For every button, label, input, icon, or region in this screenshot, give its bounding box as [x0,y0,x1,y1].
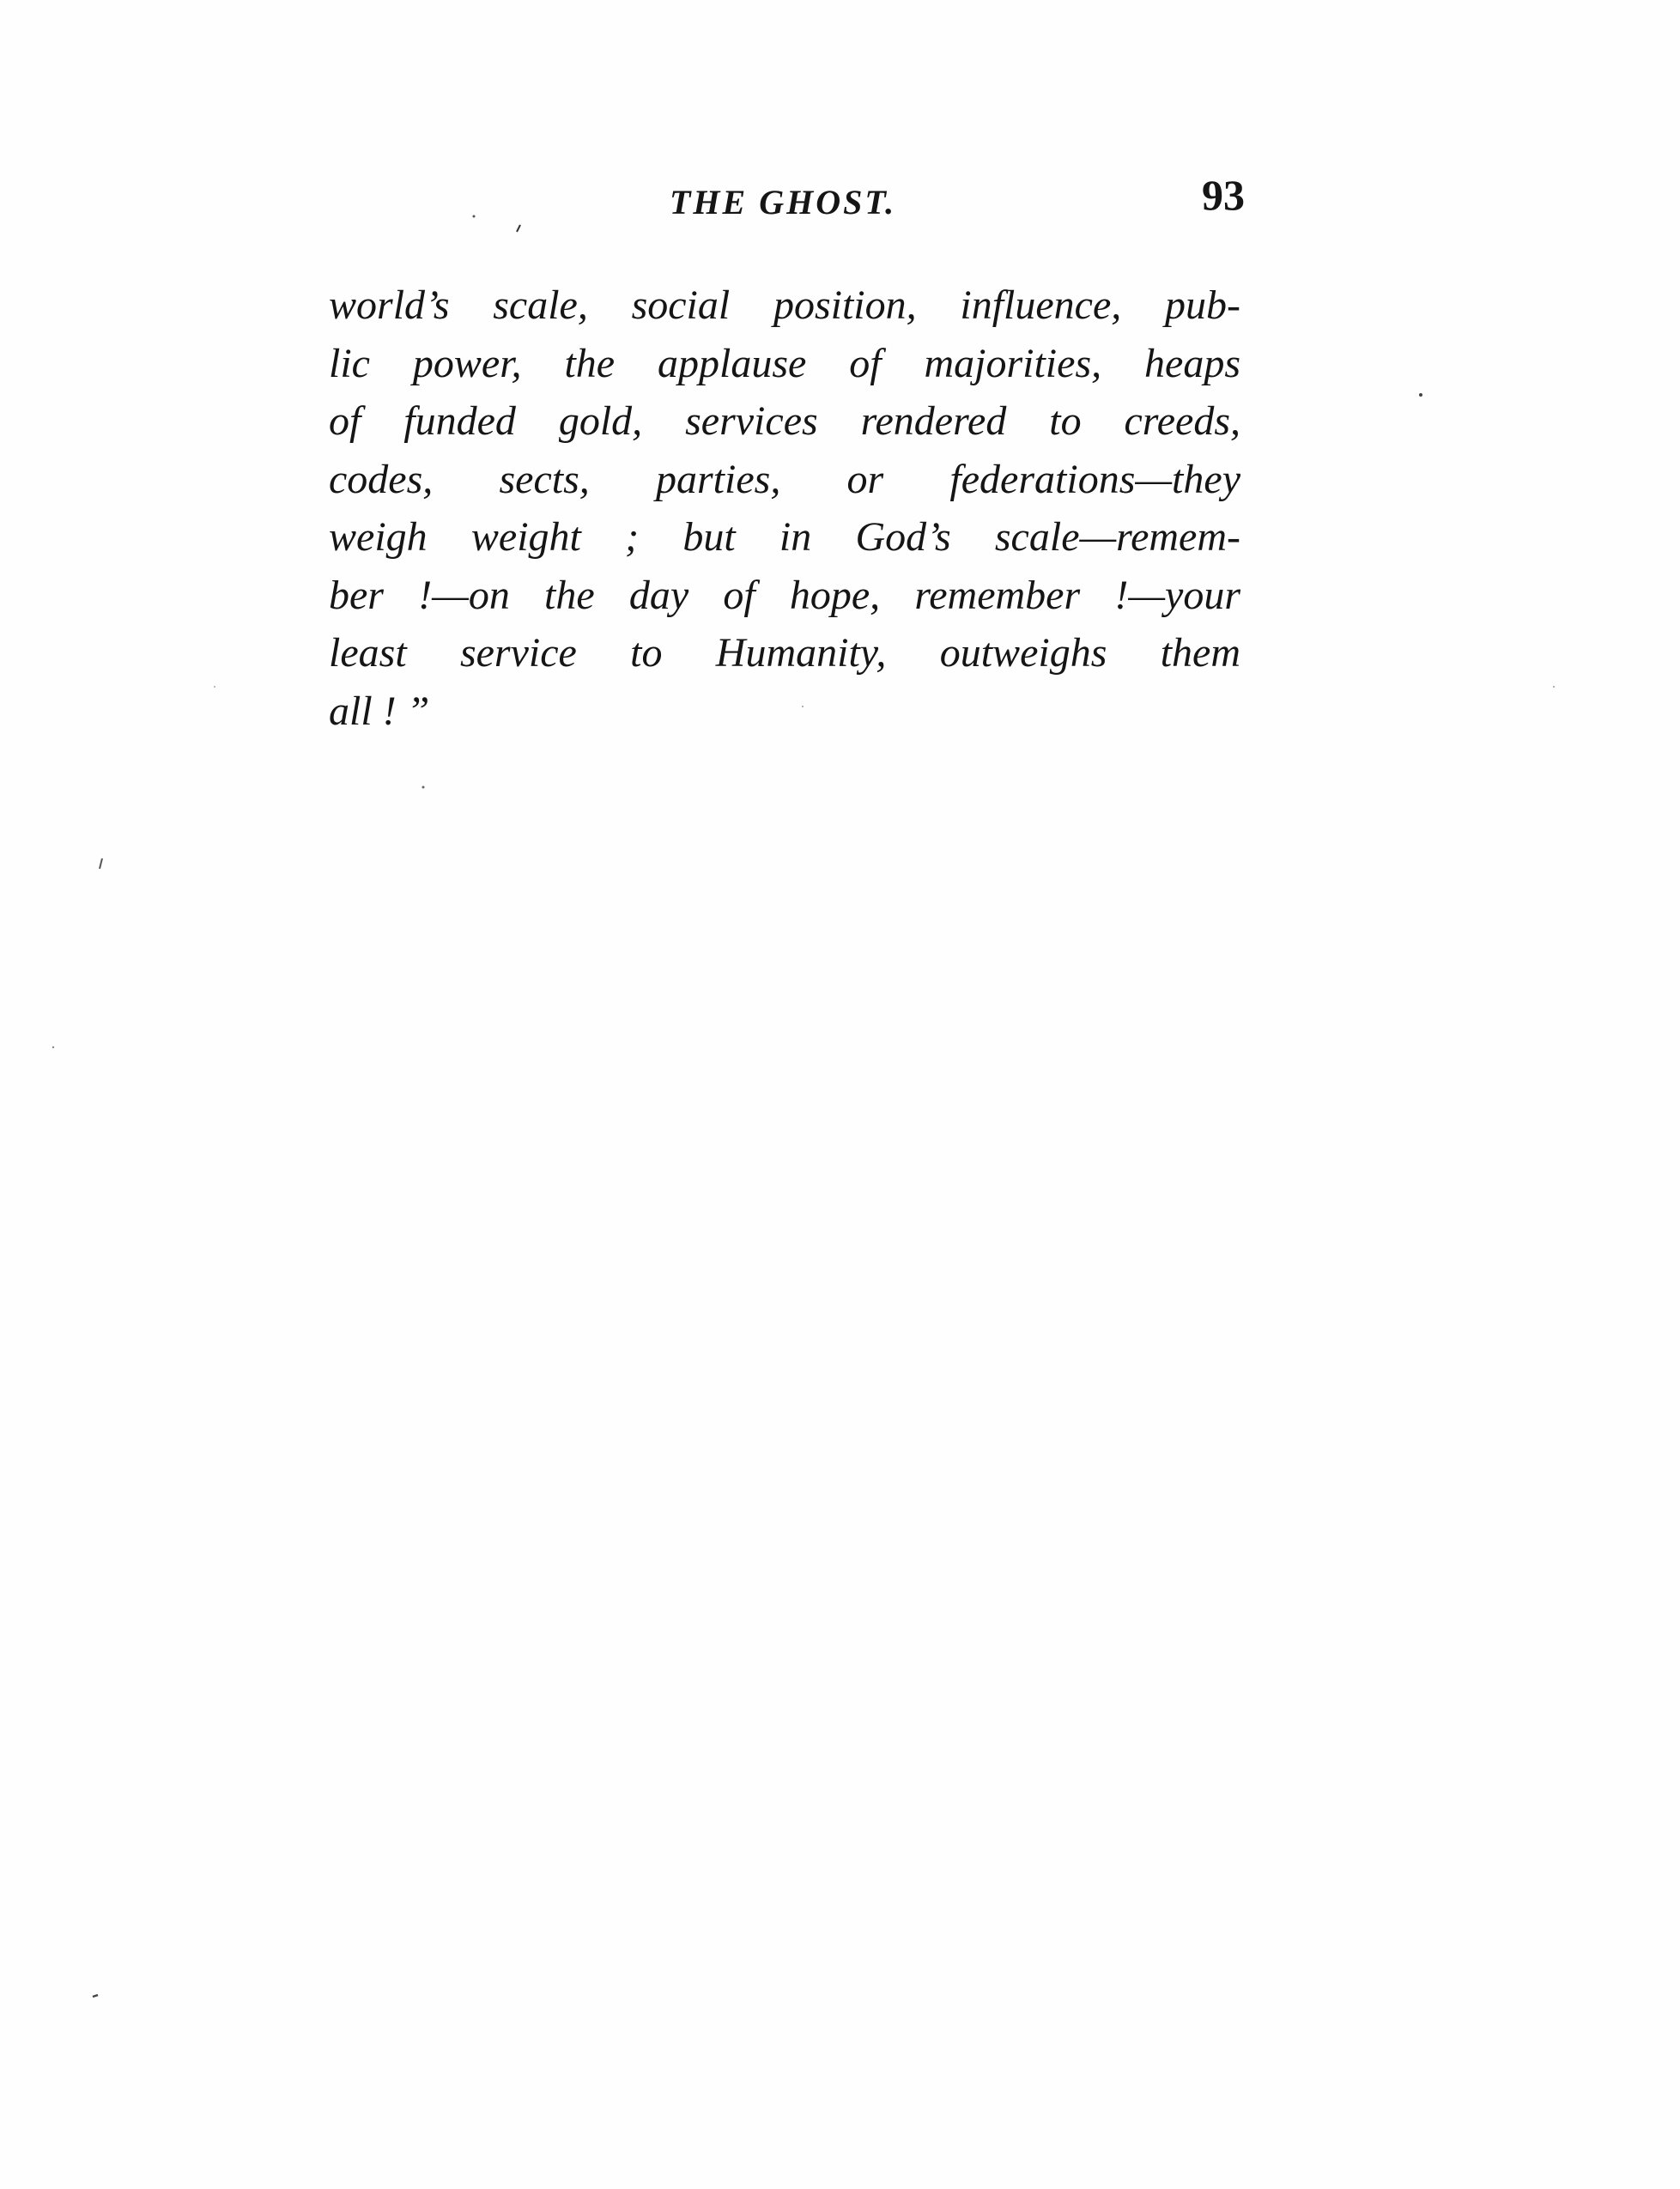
text-line-4: codes, sects, parties, or federations—they [329,456,1240,502]
speck [214,686,215,688]
running-title: THE GHOST. [670,183,897,221]
text-line-2: lic power, the applause of majorities, heaps [329,340,1240,386]
text-line-8: all ! ” [329,688,430,734]
text-line-5: weigh weight ; but in God’s scale—remem- [329,514,1240,560]
speck [422,786,425,789]
speck [1553,686,1555,688]
text-line-7: least service to Humanity, outweighs them [329,630,1240,676]
speck [1419,393,1422,397]
text-line-3: of funded gold, services rendered to creeds, [329,398,1240,444]
text-line-6: ber !—on the day of hope, remember !—your [329,572,1240,618]
running-head [326,170,1245,230]
speck [93,1995,98,1997]
page-number: 93 [1202,171,1245,219]
text-line-1: world’s scale, social position, influence, pub- [329,282,1240,328]
speck [52,1046,54,1048]
body-paragraph [329,276,1240,740]
speck [100,858,102,869]
